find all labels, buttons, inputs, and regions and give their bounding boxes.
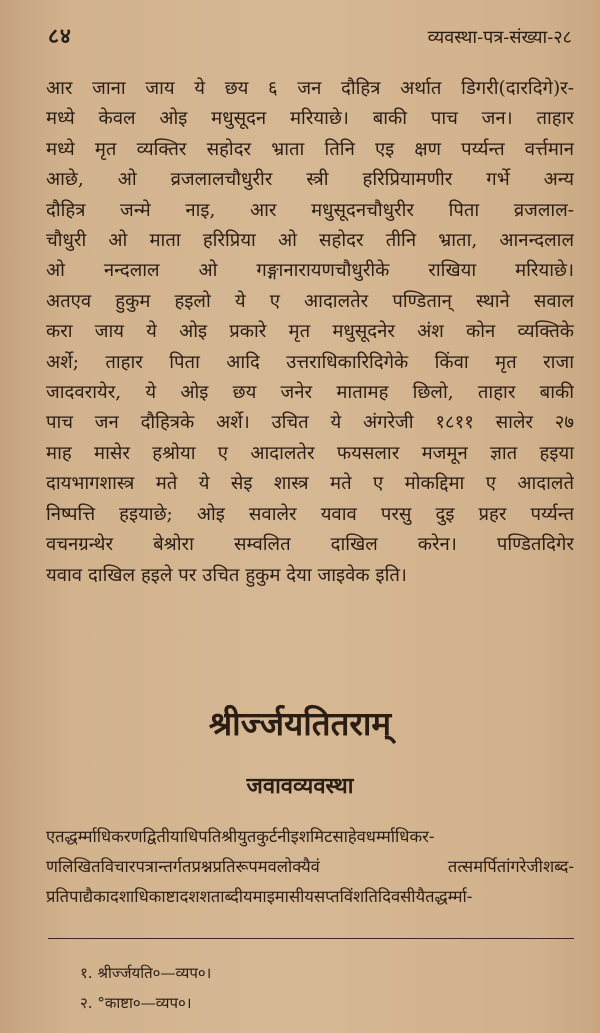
running-title: व्यवस्था-पत्र-संख्या-२८: [427, 27, 572, 48]
footnote: १. श्रीर्ज्जयति०—व्यप०।: [80, 964, 212, 982]
footnote-divider: [48, 938, 574, 939]
text-line: अतएव हुकुम हइलो ये ए आदालतेर पण्डितान् स्थाने सवाल: [46, 290, 574, 312]
section-title: श्रीर्ज्जयतितराम्: [208, 704, 392, 743]
footnote: २. °काष्टा०—व्यप०।: [80, 994, 192, 1012]
text-line: वचनग्रन्थेर बेश्रोरा सम्वलित दाखिल करेन। पण्डितदिगेर: [46, 534, 574, 556]
text-line: ओ नन्दलाल ओ गङ्गानारायणचौधुरीके राखिया मरियाछे।: [46, 260, 574, 282]
text-line: णलिखितविचारपत्रान्तर्गतप्रश्नप्रतिरूपमवलोक्यैवं तत्समर्पितांगरेजीशब्द-: [46, 857, 574, 876]
text-line: दायभागशास्त्र मते ये सेइ शास्त्र मते ए मोकद्दिमा ए आदालते: [46, 473, 574, 495]
footnotes: [80, 958, 574, 1018]
page-header: [48, 22, 572, 50]
section-subtitle: जवावव्यवस्था: [246, 773, 354, 799]
text-line: दौहित्र जन्मे नाइ, आर मधुसूदनचौधुरीर पिता व्रजलाल-: [46, 199, 574, 221]
text-line: मध्ये केवल ओइ मधुसूदन मरियाछे। बाकी पाच जन। ताहार: [46, 108, 574, 130]
paragraph-1: [46, 74, 574, 591]
text-line: जादवरायेर, ये ओइ छय जनेर मातामह छिलो, ताहार बाकी: [46, 382, 574, 404]
text-line: करा जाय ये ओइ प्रकारे मृत मधुसूदनेर अंश कोन व्यक्तिके: [46, 321, 574, 343]
text-line: पाच जन दौहित्रके अर्शे। उचित ये अंगरेजी १८११ सालेर २७: [46, 412, 574, 434]
text-line: निष्पत्ति हइयाछे; ओइ सवालेर यवाव परसु दुइ प्रहर पर्य्यन्त: [46, 503, 574, 525]
text-line: आर जाना जाय ये छय ६ जन दौहित्र अर्थात डिगरी(दारदिगे)र-: [46, 78, 574, 99]
paragraph-2: [46, 822, 574, 912]
text-line: यवाव दाखिल हइले पर उचित हुकुम देया जाइवेक इति।: [46, 564, 407, 586]
text-line: प्रतिपाद्यैकादशाधिकाष्टादशशताब्दीयमाइमासीयसप्तविंशतिदिवसीयैतद्धर्म्मा-: [46, 887, 473, 906]
text-line: चौधुरी ओ माता हरिप्रिया ओ सहोदर तीनि भ्राता, आनन्दलाल: [46, 230, 574, 252]
text-line: माह मासेर हश्रोया ए आदालतेर फयसलार मजमून ज्ञात हइया: [46, 442, 574, 464]
text-line: मध्ये मृत व्यक्तिर सहोदर भ्राता तिनि एइ क्षण पर्य्यन्त वर्त्तमान: [46, 138, 574, 160]
text-line: आछे, ओ व्रजलालचौधुरीर स्त्री हरिप्रियामणीर गर्भे अन्य: [46, 169, 574, 191]
page-number: ८४: [48, 23, 72, 48]
text-line: अर्शे; ताहार पिता आदि उत्तराधिकारिदिगेके किंवा मृत राजा: [46, 351, 574, 373]
text-line: एतद्धर्म्माधिकरणद्वितीयाधिपतिश्रीयुतकुर्टनीइशमिटसाहेवधर्म्माधिकर-: [46, 827, 435, 846]
